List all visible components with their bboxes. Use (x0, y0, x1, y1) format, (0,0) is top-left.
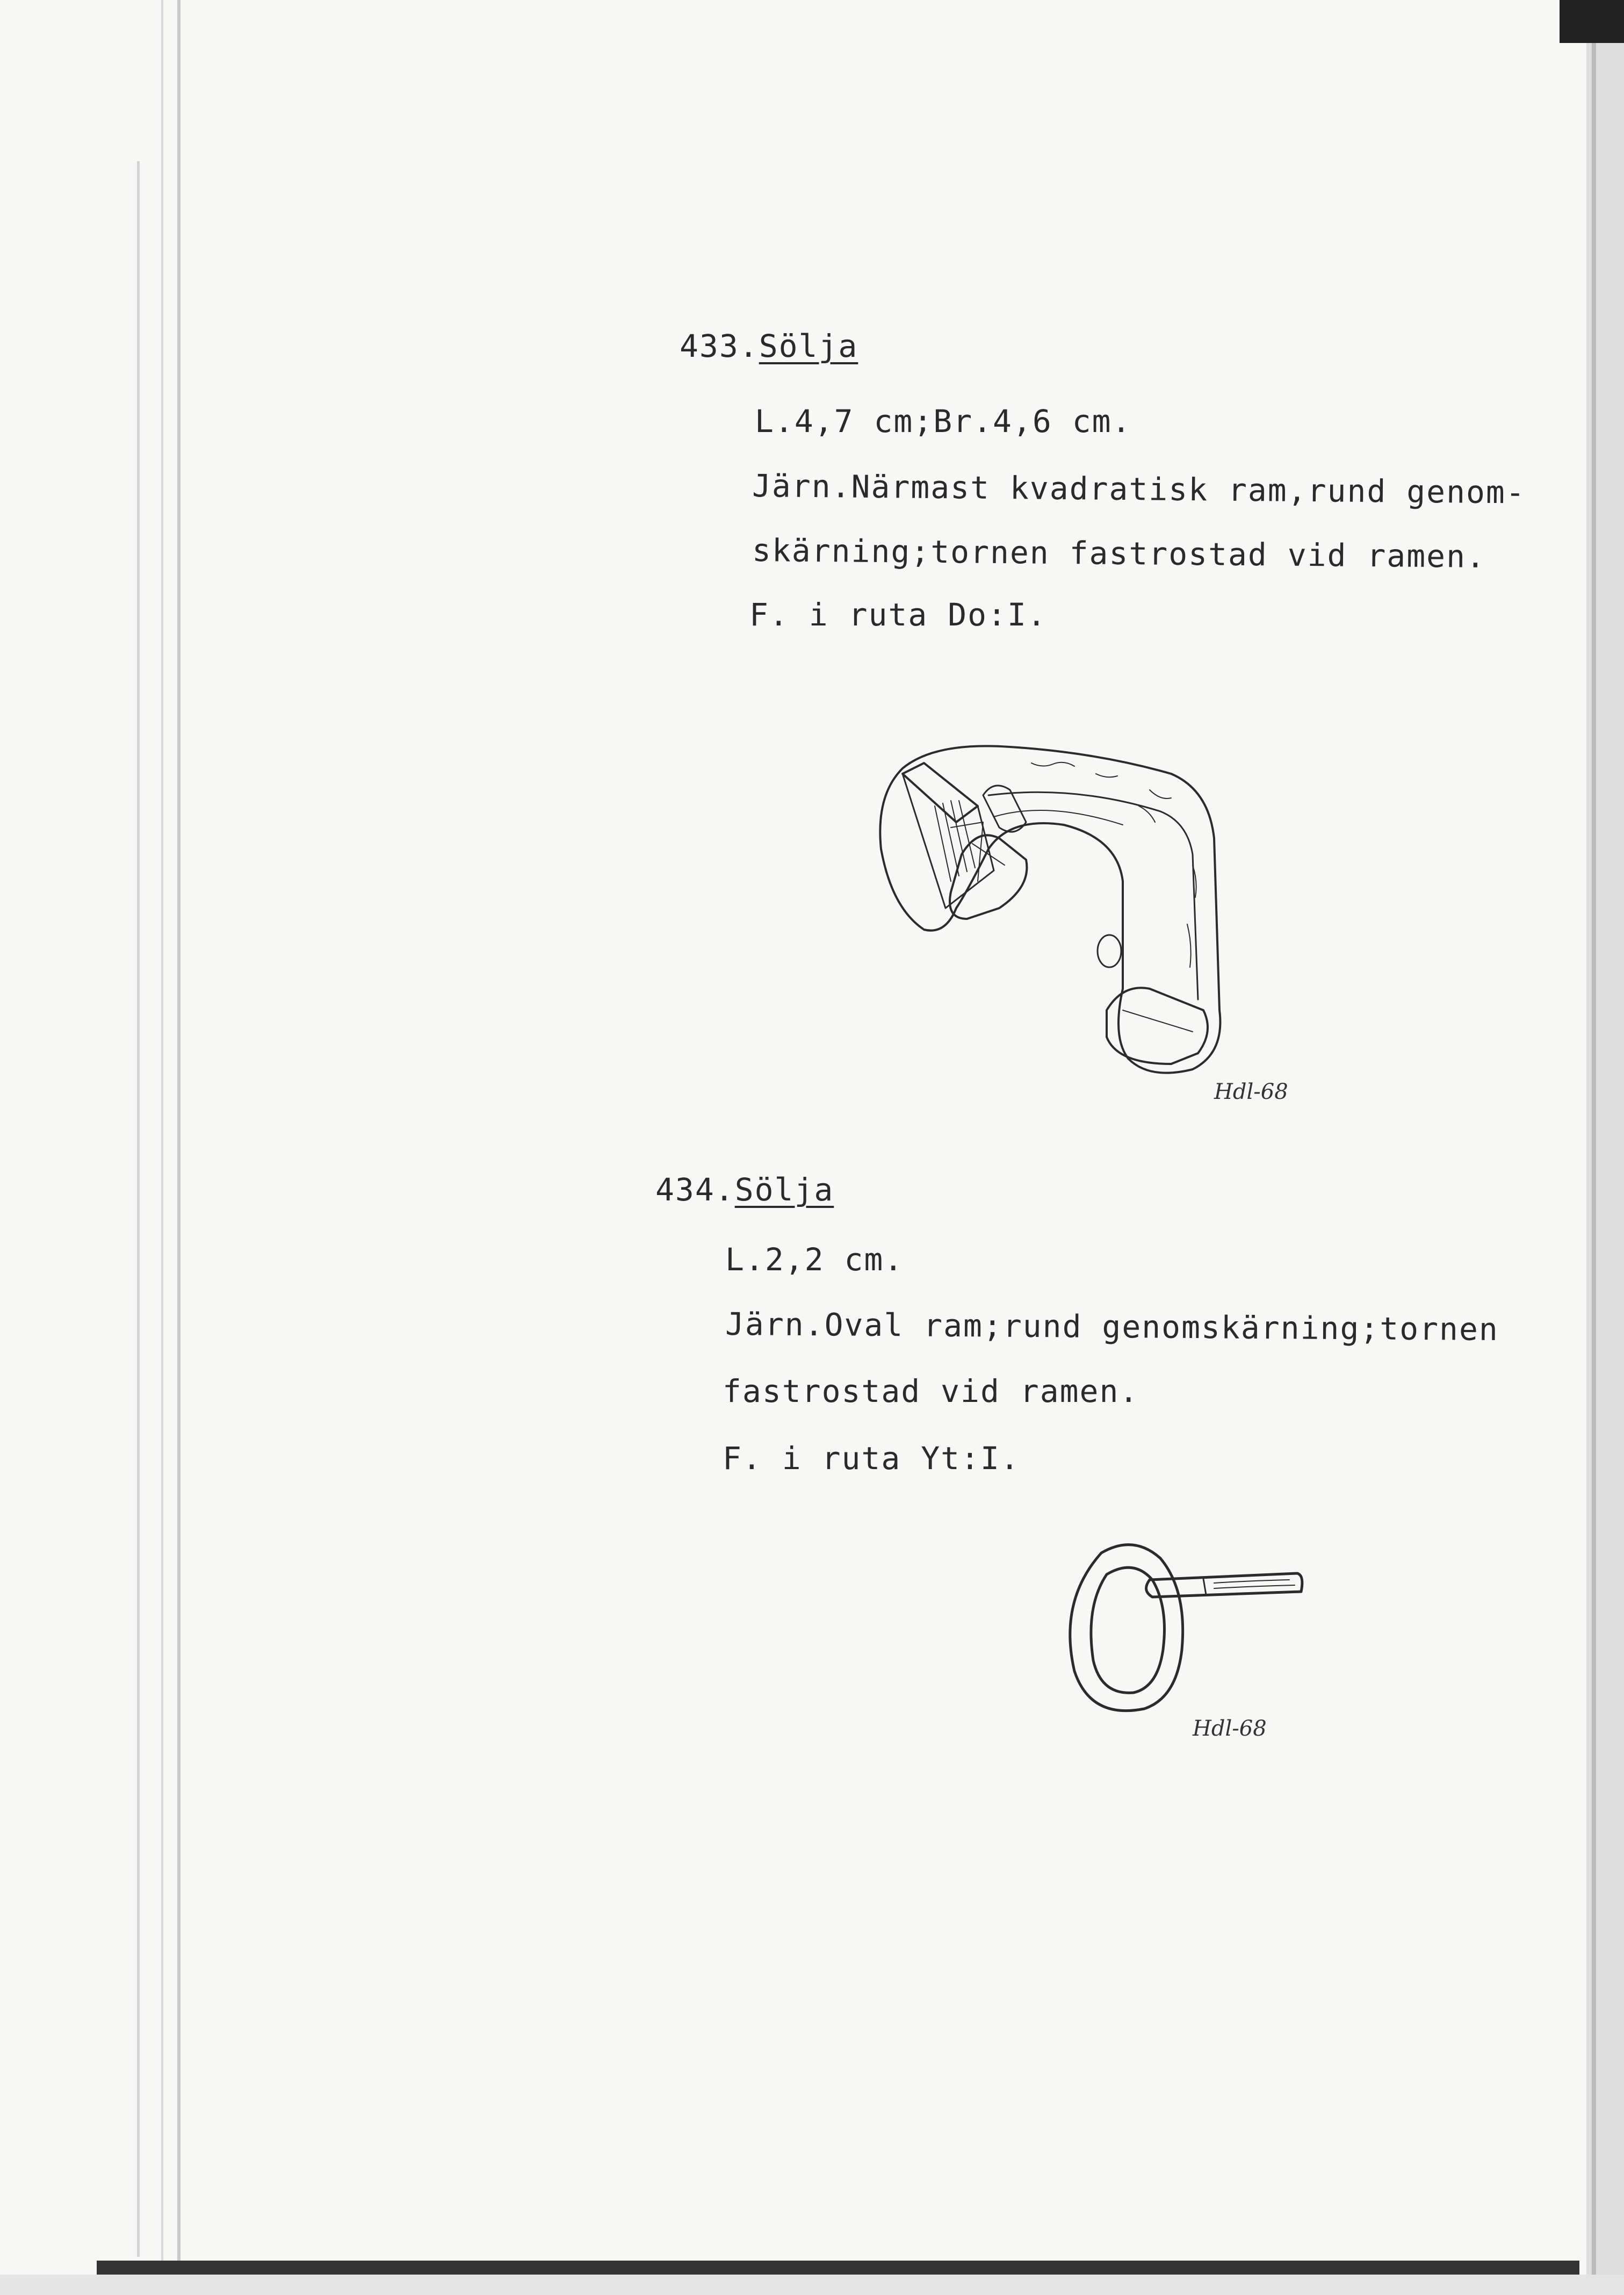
entry-dimensions: L.4,7 cm;Br.4,6 cm. (755, 403, 1132, 440)
page-edge-bottom (0, 2275, 1624, 2295)
binding-line (177, 0, 181, 2295)
buckle-drawing-434 (1058, 1537, 1338, 1762)
entry-description: skärning;tornen fastrostad vid ramen. (752, 532, 1486, 575)
entry-number: 434. (655, 1171, 735, 1208)
entry-heading (655, 1171, 834, 1208)
binding-edge-bottom (97, 2261, 1579, 2275)
page-edge-line (1592, 0, 1596, 2295)
entry-description: Järn.Oval ram;rund genomskärning;tornen (725, 1306, 1499, 1348)
scan-corner (1560, 0, 1624, 43)
entry-title: Sölja (759, 328, 858, 364)
entry-heading (680, 328, 858, 364)
drawing-signature: Hdl-68 (1193, 1716, 1267, 1741)
drawing-signature: Hdl-68 (1214, 1080, 1288, 1104)
entry-title: Sölja (734, 1171, 834, 1208)
entry-description: fastrostad vid ramen. (723, 1373, 1139, 1409)
entry-description: Järn.Närmast kvadratisk ram,rund genom- (752, 467, 1526, 511)
binding-line (137, 161, 140, 2257)
entry-findspot: F. i ruta Do:I. (749, 596, 1047, 633)
entry-number: 433. (680, 328, 759, 364)
buckle-drawing-433 (870, 731, 1288, 1118)
entry-findspot: F. i ruta Yt:I. (723, 1440, 1020, 1477)
entry-dimensions: L.2,2 cm. (725, 1241, 904, 1278)
binding-line (161, 0, 163, 2295)
